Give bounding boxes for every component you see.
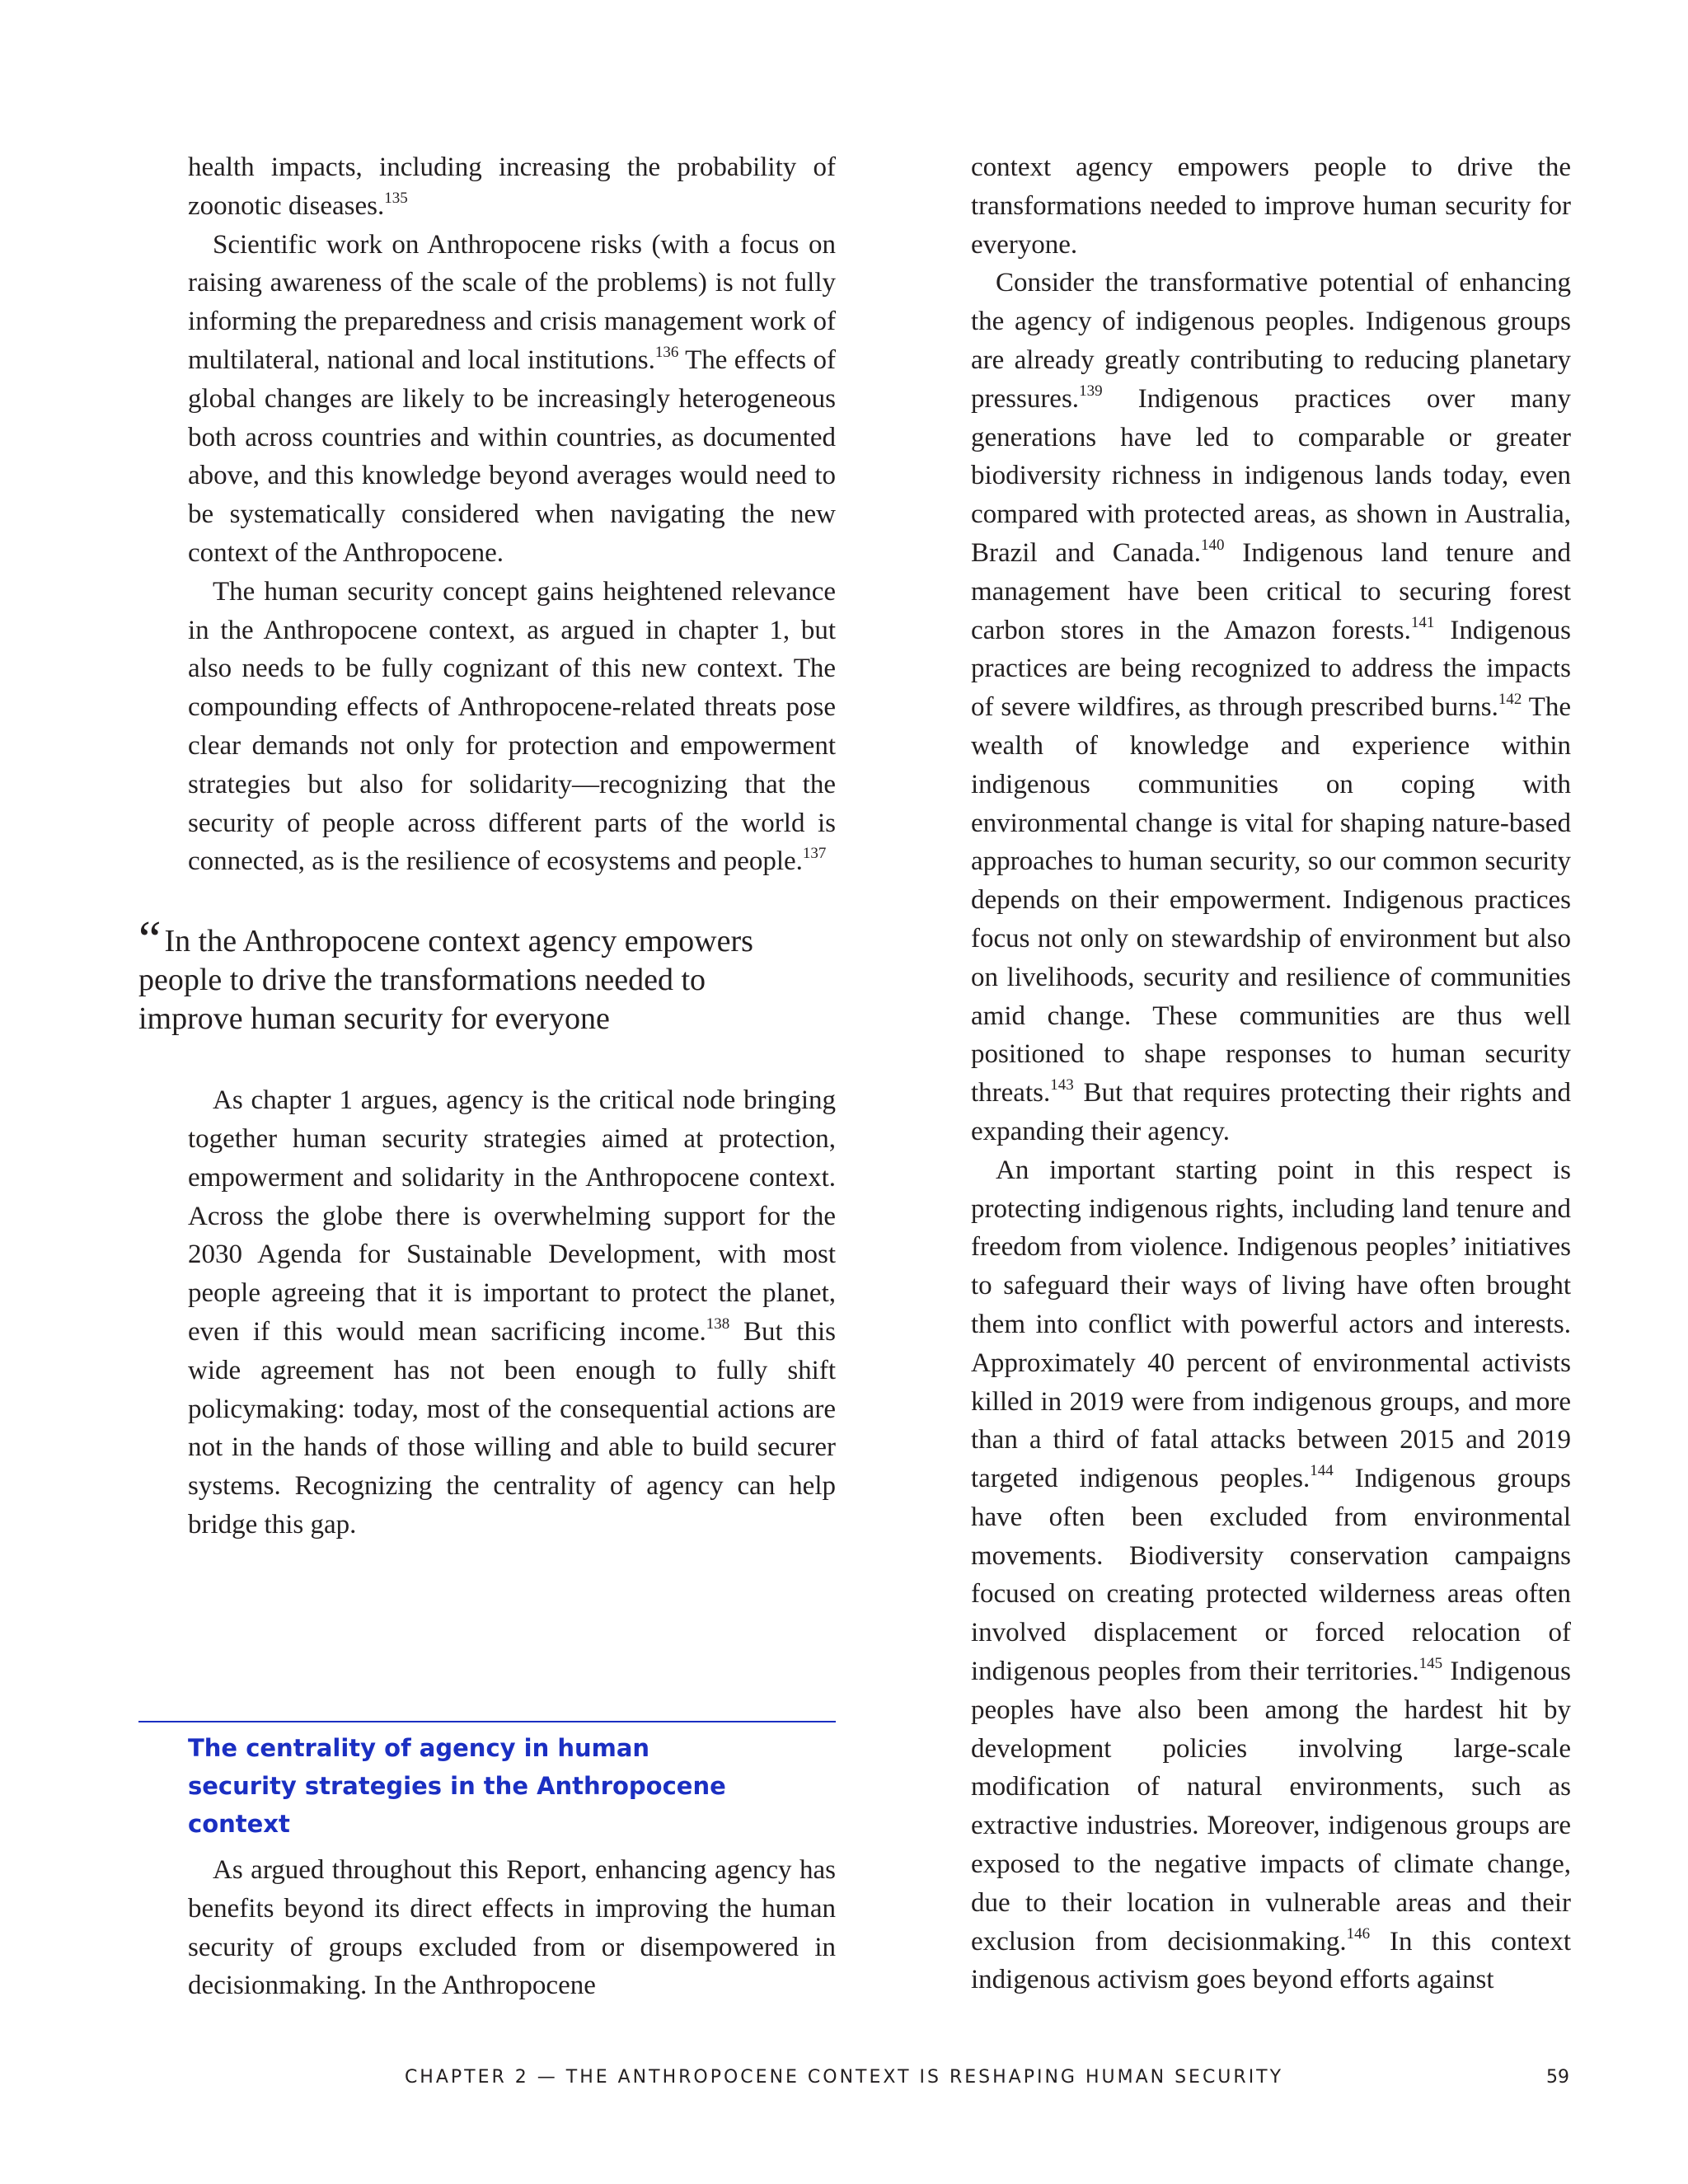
paragraph: context agency empowers people to drive the transformations needed to improve human security for everyone. xyxy=(971,152,1571,260)
footnote-ref[interactable]: 141 xyxy=(1410,613,1435,631)
footnote-ref[interactable]: 146 xyxy=(1346,1924,1371,1943)
footnote-ref[interactable]: 138 xyxy=(706,1315,730,1333)
right-column xyxy=(971,148,1571,1999)
paragraph: As chapter 1 argues, agency is the critical node bringing together human security strategies aimed at protection, empowerment and solidarity in the Anthropocene context. Across the globe there is overwhelming support for the 2030 Agenda for Sustainable Development, with most people agreeing that it is important to protect the planet, even if this would mean sacrificing income.$^{138}$ But this wide agreement has not been enough to fully shift policymaking: today, most of the consequential actions are not in the hands of those willing and able to build securer systems. Recognizing the centrality of agency can help bridge this gap. xyxy=(188,1085,837,1540)
paragraph: Scientific work on Anthropocene risks (with a focus on raising awareness of the scale of the problems) is not fully informing the preparedness and crisis management work of multilateral, national and local institutions.$^{136}$ The effects of global changes are likely to be increasingly heterogeneous both across countries and within countries, as documented above, and this knowledge beyond averages would need to be systematically considered when navigating the new context of the Anthropocene. xyxy=(188,229,836,568)
paragraph: An important starting point in this respect is protecting indigenous rights, including land tenure and freedom from violence. Indigenous peoples’ initiatives to safeguard their ways of living have often brought them into conflict with powerful actors and interests. Approximately 40 percent of environmental activists killed in 2019 were from indigenous groups, and more than a third of fatal attacks between 2015 and 2019 targeted indigenous peoples.$^{144}$ Indigenous groups have often been excluded from environmental movements. Biodiversity conservation campaigns focused on creating protected wilderness areas often involved displacement or forced relocation of indigenous peoples from their territories.$^{145}$ Indigenous peoples have also been among the hardest hit by development policies involving large-scale modification of natural environments, such as extractive industries. Moreover, indigenous groups are exposed to the negative impacts of climate change, due to their location in vulnerable areas and their exclusion from decisionmaking.$^{146}$ In this context indigenous activism goes beyond efforts against xyxy=(971,1155,1572,1995)
pull-quote: “ In the Anthropocene context agency empowers people to drive the transformations needed to improve human security for everyone xyxy=(138,912,753,1037)
footnote-ref[interactable]: 136 xyxy=(654,343,679,361)
footnote-ref[interactable]: 137 xyxy=(802,845,827,863)
footnote-ref[interactable]: 142 xyxy=(1498,691,1522,709)
section-heading: The centrality of agency in human security strategies in the Anthropocene context xyxy=(188,1734,726,1838)
section-divider xyxy=(138,1721,836,1722)
page-number: 59 xyxy=(1546,2067,1569,2088)
footnote-ref[interactable]: 145 xyxy=(1418,1655,1443,1673)
paragraph: As argued throughout this Report, enhancing agency has benefits beyond its direct effects in improving the human security of groups excluded from or disempowered in decisionmaking. In the Anthropocene xyxy=(188,1855,836,2001)
footnote-ref[interactable]: 144 xyxy=(1310,1462,1334,1480)
paragraph: The human security concept gains heightened relevance in the Anthropocene context, as argued in chapter 1, but also needs to be fully cognizant of this new context. The compounding effects of Anthropocene-related threats pose clear demands not only for protection and empowerment strategies but also for solidarity—recognizing that the security of people across different parts of the world is connected, as is the resilience of ecosystems and people.$^{137}$ xyxy=(188,576,836,877)
running-footer: CHAPTER 2 — THE ANTHROPOCENE CONTEXT IS RESHAPING HUMAN SECURITY xyxy=(404,2067,1284,2088)
left-column xyxy=(138,148,837,1544)
left-text-block-2 xyxy=(188,1081,836,1544)
paragraph: health impacts, including increasing the probability of zoonotic diseases.$^{135}$ xyxy=(188,152,836,221)
left-text-block-1 xyxy=(188,148,836,881)
paragraph: Consider the transformative potential of enhancing the agency of indigenous peoples. Indigenous groups are already greatly contributing to reducing planetary pressures.$^{139}$ Indigenous practices over many generations have led to comparable or greater biodiversity richness in indigenous lands today, even compared with protected areas, as shown in Australia, Brazil and Canada.$^{140}$ Indigenous land tenure and management have been critical to securing forest carbon stores in the Amazon forests.$^{141}$ Indigenous practices are being recognized to address the impacts of severe wildfires, as through prescribed burns.$^{142}$ The wealth of knowledge and experience within indigenous communities on coping with environmental change is vital for shaping nature-based approaches to human security, so our common security depends on their empowerment. Indigenous practices focus not only on stewardship of environment but also on livelihoods, security and resilience of communities amid change. These communities are thus well positioned to shape responses to human security threats.$^{143}$ But that requires protecting their rights and expanding their agency. xyxy=(971,268,1571,1146)
left-text-block-3 xyxy=(188,1851,836,2005)
right-text-block xyxy=(971,148,1571,1999)
quote-mark-icon: “ xyxy=(138,912,162,968)
footnote-ref[interactable]: 140 xyxy=(1200,536,1225,554)
footnote-ref[interactable]: 139 xyxy=(1079,382,1103,400)
left-column-bottom xyxy=(188,1851,836,2005)
footnote-ref[interactable]: 143 xyxy=(1050,1076,1074,1094)
footnote-ref[interactable]: 135 xyxy=(384,189,408,207)
